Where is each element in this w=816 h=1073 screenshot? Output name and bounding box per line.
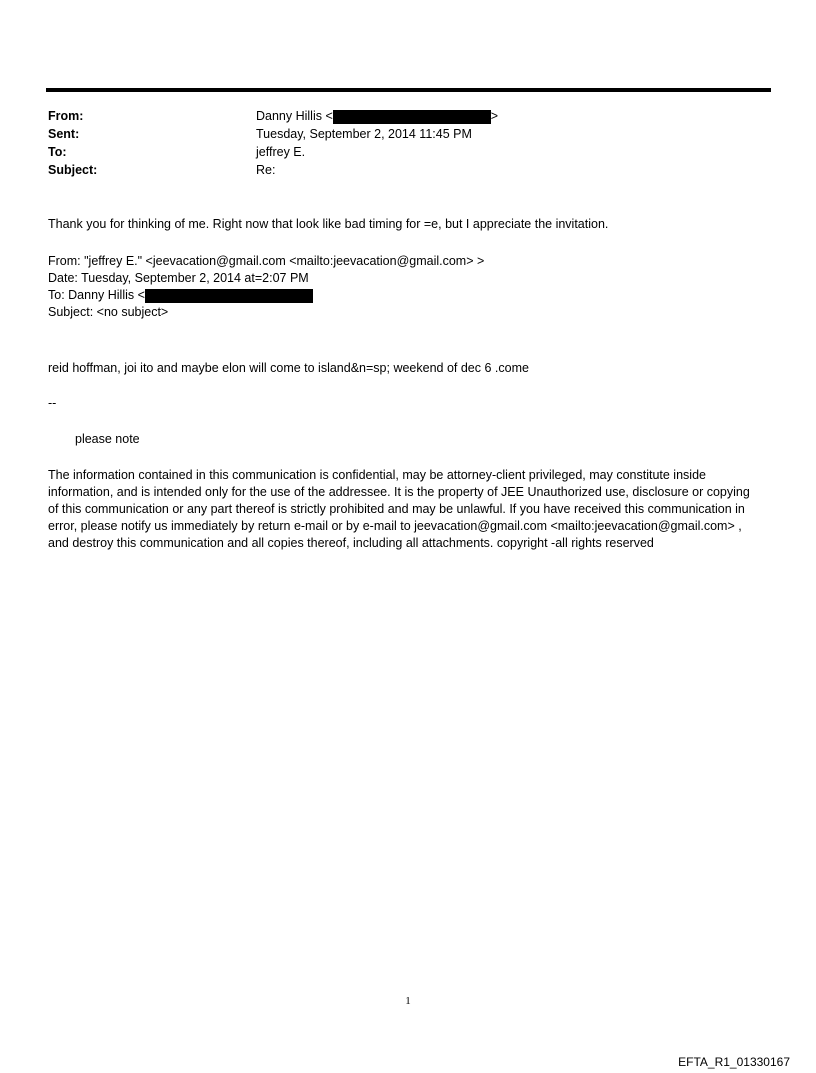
quoted-to-prefix: To: Danny Hillis < (48, 288, 145, 302)
quoted-header (48, 253, 768, 321)
sent-label: Sent: (48, 127, 80, 141)
document-id: EFTA_R1_01330167 (678, 1055, 790, 1069)
from-value (256, 107, 748, 125)
subject-value: Re: (256, 163, 276, 177)
email-header (48, 107, 748, 179)
sent-value: Tuesday, September 2, 2014 11:45 PM (256, 127, 472, 141)
from-value-prefix: Danny Hillis < (256, 109, 333, 123)
quoted-from-line: From: "jeffrey E." <jeevacation@gmail.com <mailto:jeevacation@gmail.com> > (48, 254, 485, 268)
quoted-to-line (48, 287, 768, 304)
subject-row (48, 161, 748, 179)
header-rule (46, 88, 771, 92)
reply-text: Thank you for thinking of me. Right now that look like bad timing for =e, but I appreciate the invitation. (48, 217, 609, 231)
from-label: From: (48, 109, 84, 123)
please-note: please note (75, 432, 140, 446)
disclaimer-text: The information contained in this communication is confidential, may be attorney-client privileged, may constitute inside information, and is intended only for the use of the addressee. It is the property of JEE Unauthorized use, disclosure or copying of this communication or any part thereof is strictly prohibited and may be unlawful. If you have received this communication in error, please notify us immediately by return e-mail or by e-mail to jeevacation@gmail.com <mailto:jeevacation@gmail.com> , and destroy this communication and all copies thereof, including all attachments. copyright -all rights reserved (48, 468, 750, 550)
redaction-bar (145, 289, 313, 303)
from-row (48, 107, 748, 125)
to-label: To: (48, 145, 67, 159)
signature-separator: -- (48, 396, 57, 410)
quoted-date-line: Date: Tuesday, September 2, 2014 at=2:07 PM (48, 271, 309, 285)
sent-row (48, 125, 748, 143)
to-row (48, 143, 748, 161)
message-text: reid hoffman, joi ito and maybe elon will come to island&n=sp; weekend of dec 6 .come (48, 361, 529, 375)
from-value-suffix: > (490, 109, 499, 123)
page-number: 1 (405, 995, 411, 1007)
subject-label: Subject: (48, 163, 98, 177)
to-value: jeffrey E. (256, 145, 306, 159)
redaction-bar (333, 110, 491, 124)
quoted-subject-line: Subject: <no subject> (48, 305, 169, 319)
